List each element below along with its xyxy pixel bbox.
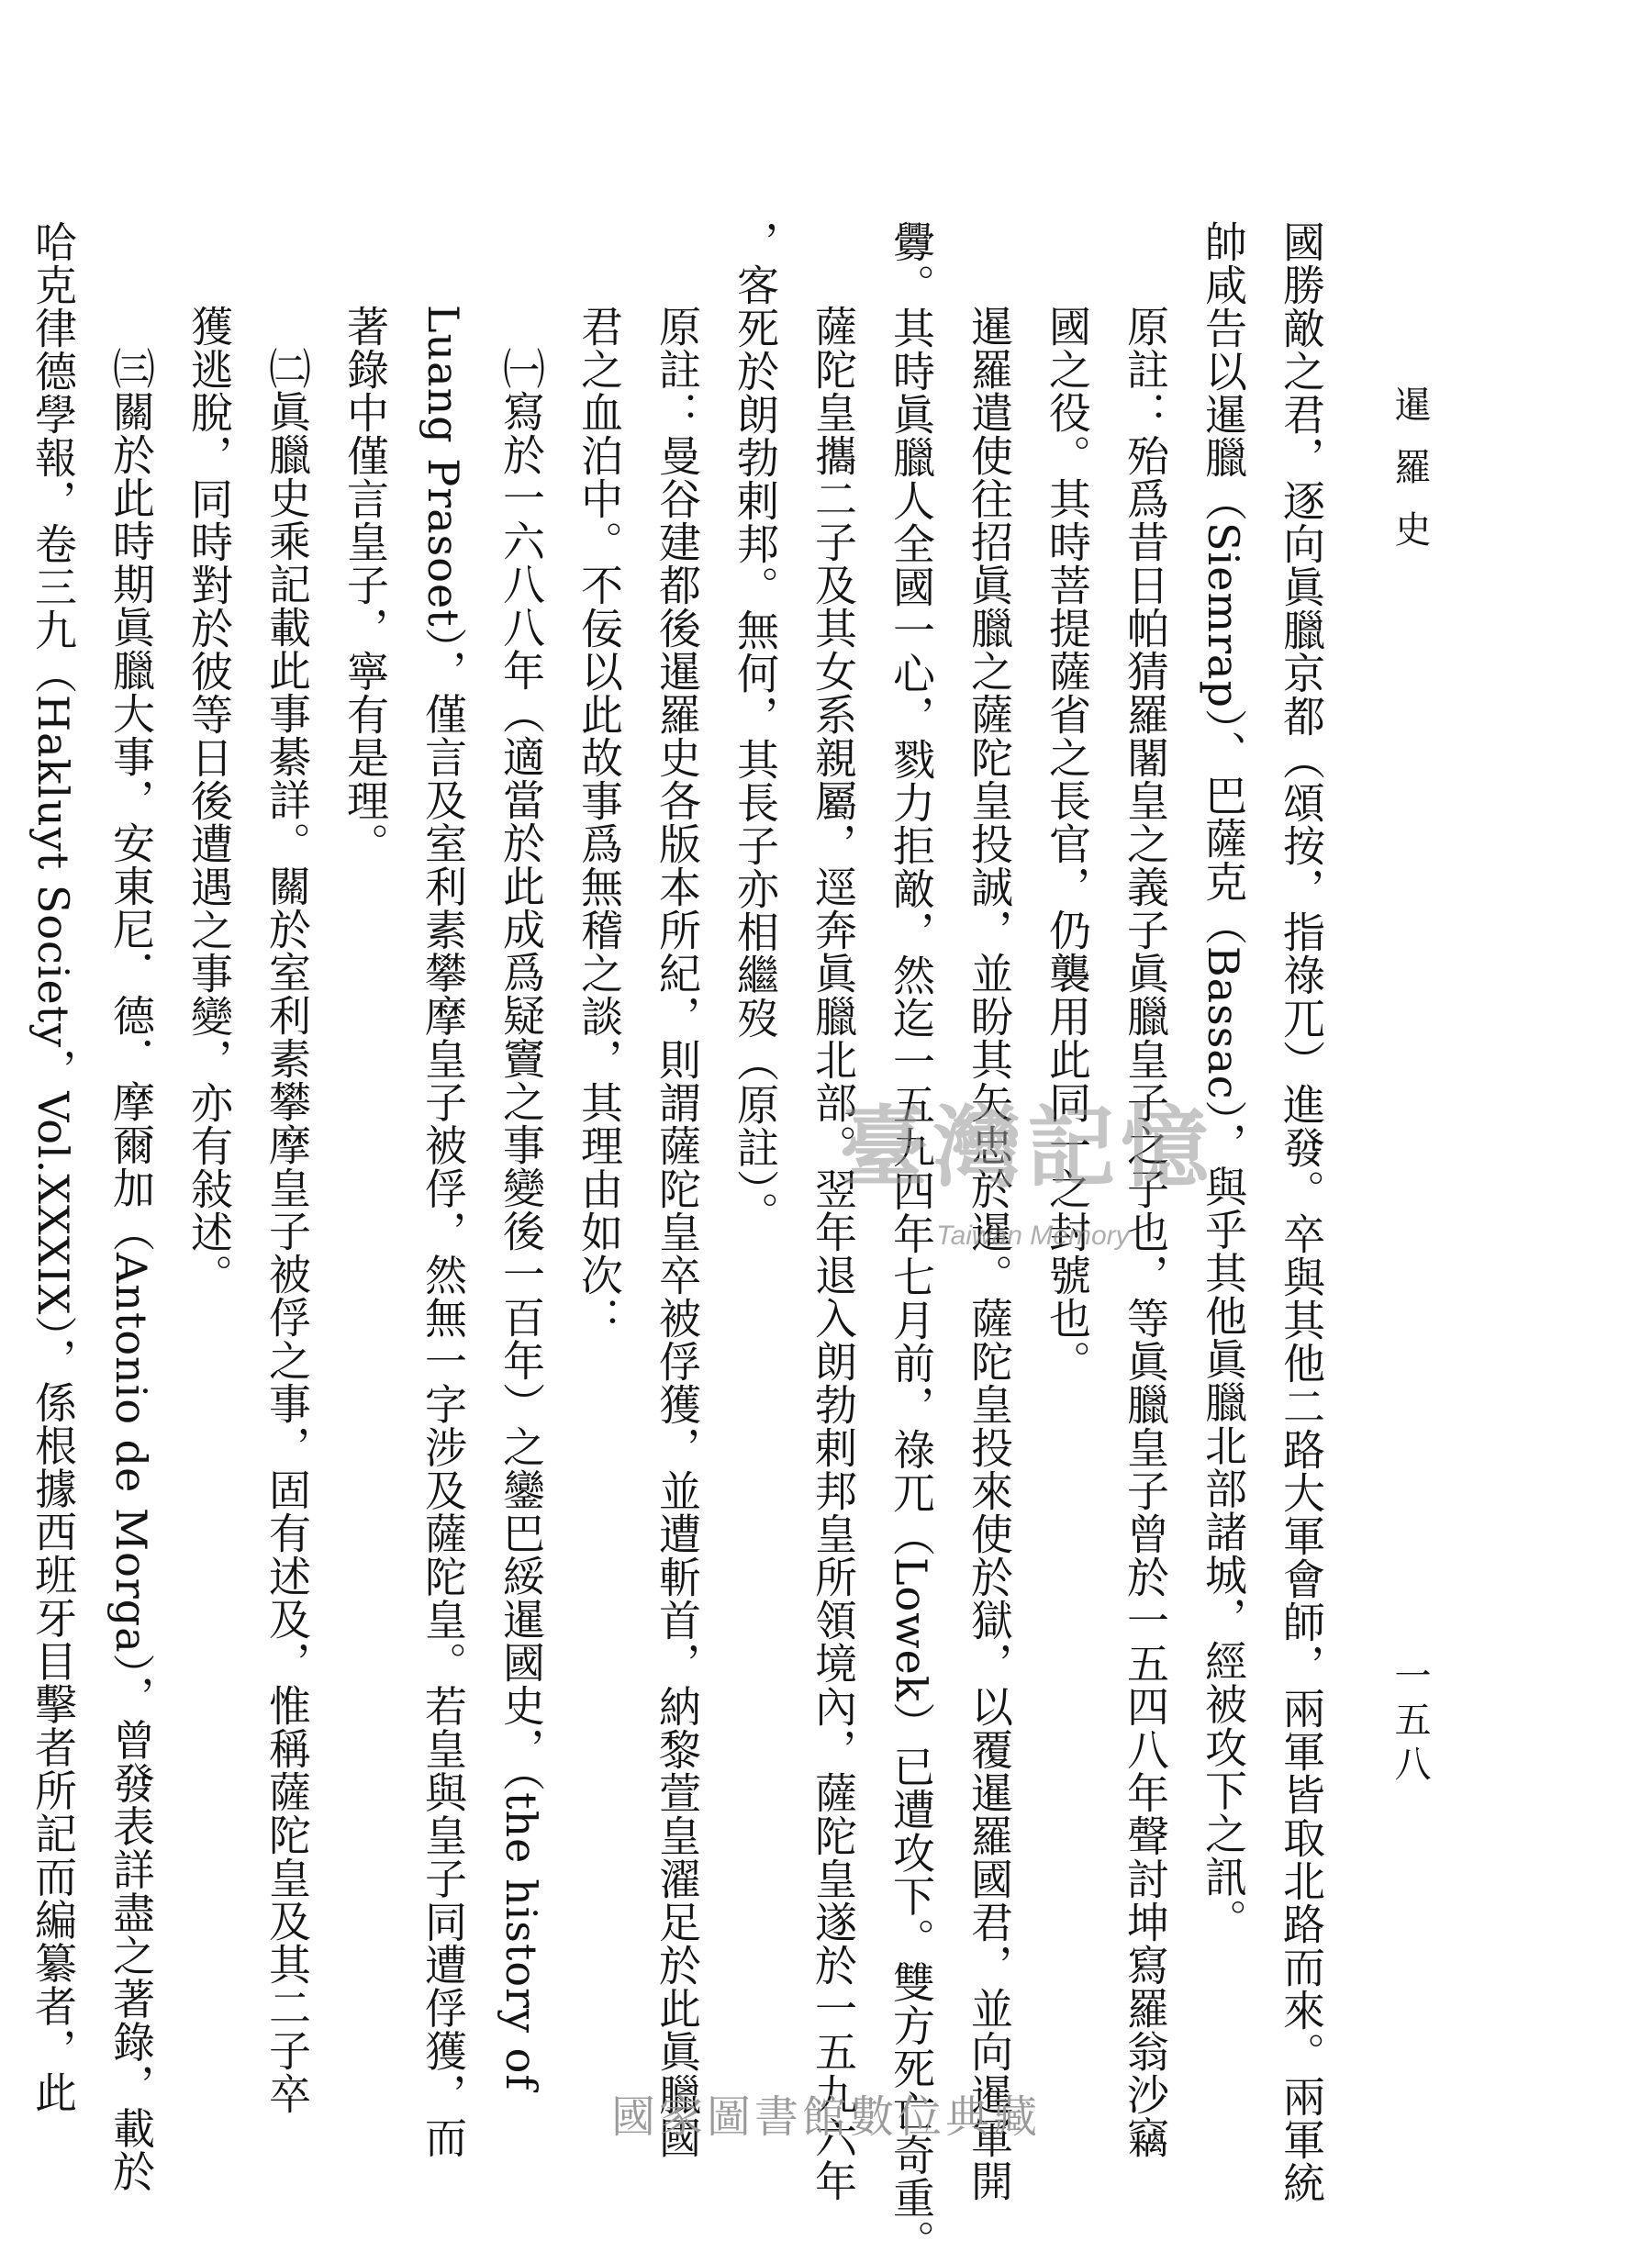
text-line: 暹羅遣使往招眞臘之薩陀皇投誠，並盼其矢忠於暹。薩陀皇投來使於獄，以覆暹羅國君，並向暹軍開 [965, 305, 1014, 2202]
watermark-subtext: Taiwan Memory [936, 1221, 1130, 1251]
footer-archive-label: 國家圖書館數位典藏 [610, 2091, 1041, 2143]
text-line: ，客死於朗勃剌邦。無何，其長子亦相繼歿（原註）。 [731, 220, 780, 1234]
text-line: 君之血泊中。不佞以此故事爲無稽之談，其理由如次： [575, 305, 624, 1340]
text-line: 國勝敵之君，逐向眞臘京都（頌按，指祿兀）進發。卒與其他二路大軍會師，兩軍皆取北路而來。兩軍統 [1277, 220, 1326, 2204]
text-line: 原註：曼谷建都後暹羅史各版本所紀，則謂薩陀皇卒被俘獲，並遭斬首，納黎萱皇濯足於此眞臘國 [653, 305, 702, 2159]
text-line: ㈢關於此時期眞臘大事，安東尼．德．摩爾加（Antonio de Morga），曾發表詳盡之著錄，載於 [106, 347, 156, 2193]
running-title: 暹羅史 [1389, 385, 1431, 573]
text-line: 著錄中僅言皇子，寧有是理。 [340, 305, 390, 865]
text-line: ㈡眞臘史乘記載此事綦詳。關於室利素攀摩皇子被俘之事，固有述及，惟稱薩陀皇及其二子卒 [262, 347, 312, 2115]
text-line: 釁。其時眞臘人全國一心，戮力拒敵，然迄一五九四年七月前，祿兀（Lowek）已遭攻下。雙方死亡奇重。 [887, 220, 936, 2263]
text-line: 獲逃脫，同時對於彼等日後遭遇之事變，亦有敍述。 [184, 305, 234, 1297]
text-line: 哈克律德學報，卷三九（Hakluyt Society，Vol.XXXIX），係根據西班牙目擊者所記而編纂者，此 [28, 220, 78, 2114]
text-line: Luang Prasoet），僅言及室利素攀摩皇子被俘，然無一字涉及薩陀皇。若皇與皇子同遭俘獲，而 [419, 305, 468, 2159]
page-number: 一五八 [1389, 1656, 1431, 1789]
text-line: 原註：殆爲昔日帕猜羅闍皇之義子眞臘皇子之子也，等眞臘皇子曾於一五四八年聲討坤寫羅翁沙竊 [1121, 305, 1170, 2159]
text-line: 國之役。其時菩提薩省之長官，仍襲用此同一之封號也。 [1043, 305, 1092, 1383]
text-line: 薩陀皇攜二子及其女系親屬，逕奔眞臘北部。翌年退入朗勃剌邦皇所領境內，薩陀皇遂於一五九六年 [809, 305, 858, 2202]
text-line: ㈠寫於一六八八年（適當於此成爲疑竇之事變後一百年）之鑾巴綏暹國史，（the history of [497, 347, 546, 2091]
text-line: 帥咸告以暹臘（Siemrap）、巴薩克（Bassac），與乎其他眞臘北部諸城，經被攻下之訊。 [1199, 220, 1248, 1942]
watermark-logo: 臺灣記憶 [840, 1096, 1214, 1199]
